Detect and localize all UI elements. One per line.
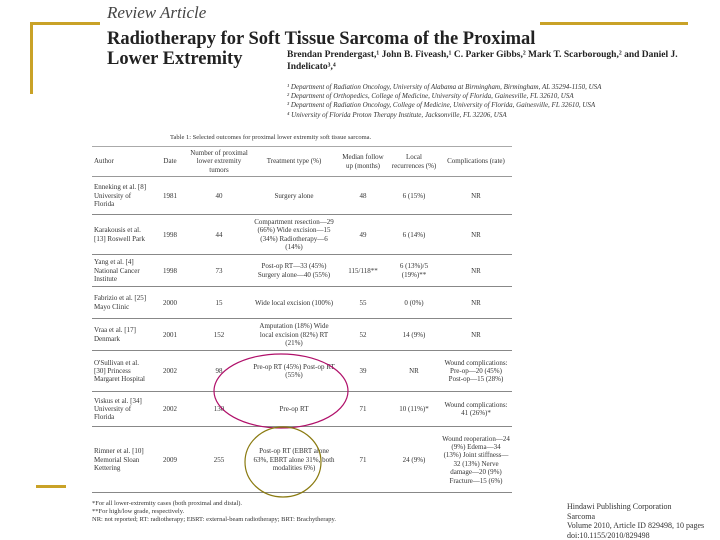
highlight-circle-magenta bbox=[214, 354, 348, 428]
table-cell: 10 (11%)* bbox=[388, 392, 440, 427]
footnote: **For high/low grade, respectively. bbox=[92, 508, 185, 515]
table-cell: Amputation (18%) Wide local excision (82%) RT (21%) bbox=[250, 319, 338, 351]
footnote: NR: not reported; RT: radiotherapy; EBRT: external-beam radiotherapy; BRT: Brachytherapy. bbox=[92, 516, 337, 523]
table-cell: O'Sullivan et al. [30] Princess Margaret Hospital bbox=[92, 351, 152, 392]
table-cell: 2001 bbox=[152, 319, 188, 351]
table-cell: 49 bbox=[338, 215, 388, 255]
table-cell: Compartment resection—29 (66%) Wide excision—15 (34%) Radiotherapy—6 (14%) bbox=[250, 215, 338, 255]
table-cell: Wide local excision (100%) bbox=[250, 287, 338, 319]
table-cell: Enneking et al. [8] University of Florida bbox=[92, 177, 152, 215]
table-cell: 1981 bbox=[152, 177, 188, 215]
table-cell: Wound complications: 41 (26%)* bbox=[440, 392, 512, 427]
table-cell: 255 bbox=[188, 427, 250, 493]
table-cell: 24 (9%) bbox=[388, 427, 440, 493]
table-cell: 15 bbox=[188, 287, 250, 319]
column-header: Treatment type (%) bbox=[250, 147, 338, 177]
table-footnotes bbox=[92, 500, 336, 524]
table-cell: Pre-op RT bbox=[250, 392, 338, 427]
table-cell: 152 bbox=[188, 319, 250, 351]
publisher: Hindawi Publishing Corporation bbox=[567, 502, 672, 511]
table-cell: 71 bbox=[338, 392, 388, 427]
table-cell: Rimner et al. [10] Memorial Sloan Kettering bbox=[92, 427, 152, 493]
authors: Brendan Prendergast,¹ John B. Fiveash,¹ C. Parker Gibbs,² Mark T. Scarborough,² and Daniel J. Indelicato³,⁴ bbox=[287, 50, 678, 72]
table-cell: 2009 bbox=[152, 427, 188, 493]
table-cell: 2002 bbox=[152, 392, 188, 427]
table-cell: 115/118** bbox=[338, 255, 388, 287]
column-header: Local recurrences (%) bbox=[388, 147, 440, 177]
journal-doi: doi:10.1155/2010/829498 bbox=[567, 530, 650, 540]
table-cell: 52 bbox=[338, 319, 388, 351]
table-cell: 14 (9%) bbox=[388, 319, 440, 351]
table-cell: 48 bbox=[338, 177, 388, 215]
affiliation: ¹ Department of Radiation Oncology, University of Alabama at Birmingham, Birmingham, AL 35294-1150, USA bbox=[287, 83, 602, 91]
table-cell: Vraa et al. [17] Denmark bbox=[92, 319, 152, 351]
column-header: Median follow up (months) bbox=[338, 147, 388, 177]
table-cell: 1998 bbox=[152, 215, 188, 255]
table-cell: NR bbox=[440, 319, 512, 351]
table-cell: Surgery alone bbox=[250, 177, 338, 215]
column-header: Complications (rate) bbox=[440, 147, 512, 177]
table-cell: 130 bbox=[188, 392, 250, 427]
table-cell: 2000 bbox=[152, 287, 188, 319]
affiliation: ⁴ University of Florida Proton Therapy Institute, Jacksonville, FL 32206, USA bbox=[287, 110, 507, 119]
table-cell: NR bbox=[440, 255, 512, 287]
table-cell: Wound reoperation—24 (9%) Edema—34 (13%) Joint stiffness—32 (13%) Nerve damage—20 (9%) Fracture—15 (6%) bbox=[440, 427, 512, 493]
table-cell: 98 bbox=[188, 351, 250, 392]
table-cell: 6 (14%) bbox=[388, 215, 440, 255]
article-type: Review Article bbox=[107, 3, 207, 22]
table-cell: Wound complications: Pre-op—20 (45%) Post-op—15 (28%) bbox=[440, 351, 512, 392]
journal-volume: Volume 2010, Article ID 829498, 10 pages bbox=[567, 521, 705, 531]
column-header: Date bbox=[152, 147, 188, 177]
table-cell: 1998 bbox=[152, 255, 188, 287]
column-header: Author bbox=[92, 147, 152, 177]
table-cell: NR bbox=[440, 287, 512, 319]
table-cell: 6 (13%)/5 (19%)** bbox=[388, 255, 440, 287]
table-cell: 44 bbox=[188, 215, 250, 255]
table-cell: Fabrizio et al. [25] Mayo Clinic bbox=[92, 287, 152, 319]
table-cell: 2002 bbox=[152, 351, 188, 392]
table-cell: Yang et al. [4] National Cancer Institute bbox=[92, 255, 152, 287]
table-cell: 71 bbox=[338, 427, 388, 493]
table-cell: Post-op RT—33 (45%) Surgery alone—40 (55%) bbox=[250, 255, 338, 287]
table-cell: 6 (15%) bbox=[388, 177, 440, 215]
affiliation: ³ Department of Radiation Oncology, College of Medicine, University of Florida, Gainesville, FL 32610, USA bbox=[287, 101, 596, 110]
table-caption: Table 1: Selected outcomes for proximal lower extremity soft tissue sarcoma. bbox=[170, 134, 372, 141]
column-header: Number of proximal lower extremity tumors bbox=[188, 147, 250, 177]
highlight-circle-olive bbox=[245, 427, 321, 497]
table-cell: Pre-op RT (45%) Post-op RT (55%) bbox=[250, 351, 338, 392]
table-cell: 40 bbox=[188, 177, 250, 215]
table-cell: NR bbox=[440, 177, 512, 215]
table-cell: 0 (0%) bbox=[388, 287, 440, 319]
table-cell: 39 bbox=[338, 351, 388, 392]
title-text: Radiotherapy for Soft Tissue Sarcoma of the Proximal Lower Extremity bbox=[107, 29, 536, 69]
table-cell: Viskus et al. [34] University of Florida bbox=[92, 392, 152, 427]
footnote: *For all lower-extremity cases (both proximal and distal). bbox=[92, 500, 243, 507]
table-cell: 55 bbox=[338, 287, 388, 319]
journal-name: Sarcoma bbox=[567, 511, 595, 521]
table-cell: 73 bbox=[188, 255, 250, 287]
table-cell: NR bbox=[440, 215, 512, 255]
table-cell: Karakousis et al. [13] Roswell Park bbox=[92, 215, 152, 255]
journal-info bbox=[567, 502, 704, 540]
table-cell: Post-op RT (EBRT alone 63%, EBRT alone 31%, both modalities 6%) bbox=[250, 427, 338, 493]
affiliation: ² Department of Orthopedics, College of Medicine, University of Florida, Gainesville, FL 32610, USA bbox=[287, 92, 574, 101]
table-cell: NR bbox=[388, 351, 440, 392]
